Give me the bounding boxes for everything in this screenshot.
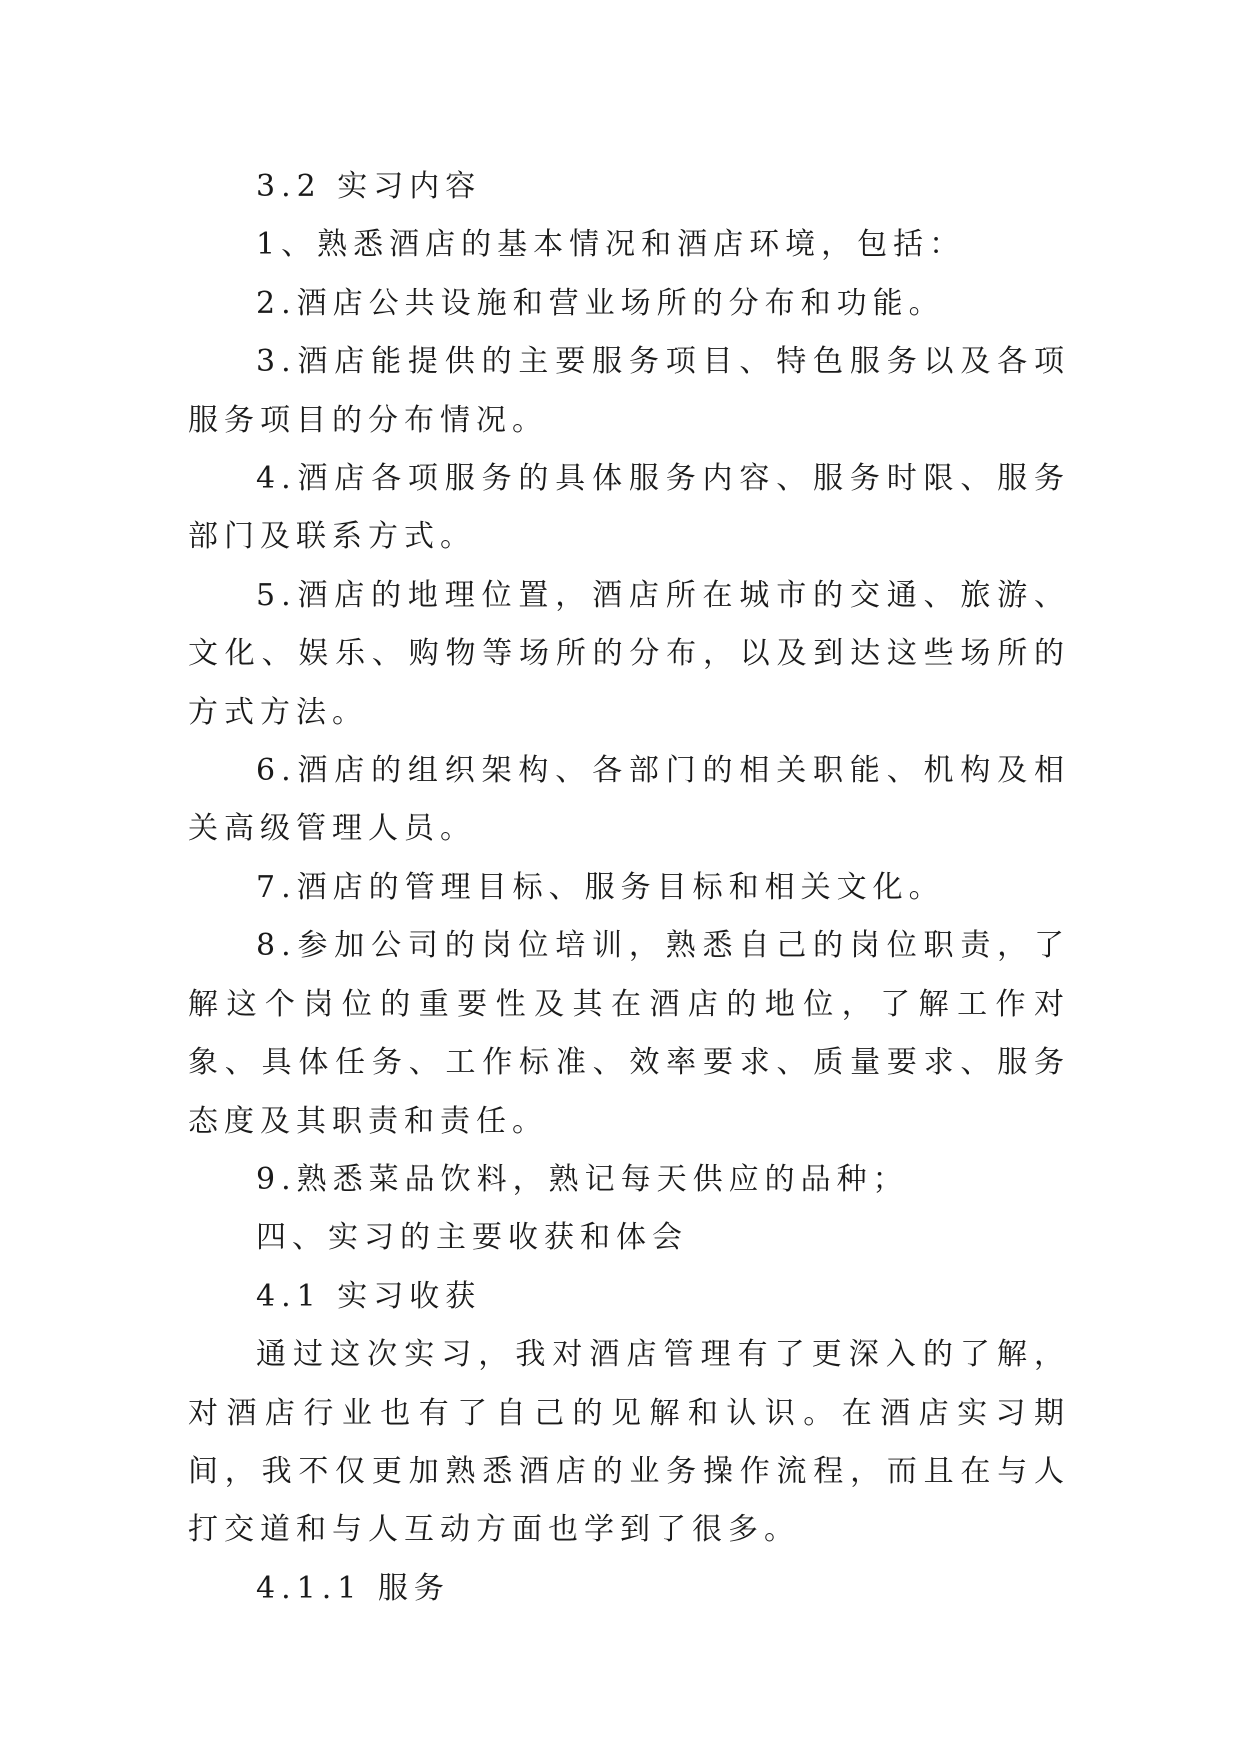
- section-heading-3-2: 3.2 实习内容: [256, 169, 482, 204]
- list-item-3: 3.酒店能提供的主要服务项目、特色服务以及各项服务项目的分布情况。: [188, 344, 1070, 438]
- list-item-8: 8.参加公司的岗位培训，熟悉自己的岗位职责，了解这个岗位的重要性及其在酒店的地位，了解工作对象、具体任务、工作标准、效率要求、质量要求、服务态度及其职责和责任。: [188, 928, 1070, 1139]
- list-item-6: 6.酒店的组织架构、各部门的相关职能、机构及相关高级管理人员。: [188, 753, 1070, 847]
- list-item-2: 2.酒店公共设施和营业场所的分布和功能。: [256, 285, 945, 321]
- list-item-1: 1、熟悉酒店的基本情况和酒店环境，包括：: [256, 227, 966, 263]
- section-heading-4-1: 4.1 实习收获: [256, 1278, 482, 1314]
- list-item-9: 9.熟悉菜品饮料，熟记每天供应的品种；: [256, 1161, 909, 1197]
- document-body: [188, 158, 1070, 1618]
- list-item-4: 4.酒店各项服务的具体服务内容、服务时限、服务部门及联系方式。: [188, 461, 1070, 555]
- list-item-7: 7.酒店的管理目标、服务目标和相关文化。: [256, 869, 945, 905]
- section-heading-4: 四、实习的主要收获和体会: [256, 1220, 688, 1256]
- list-item-5: 5.酒店的地理位置，酒店所在城市的交通、旅游、文化、娱乐、购物等场所的分布，以及到达这些场所的方式方法。: [188, 577, 1070, 730]
- body-paragraph: 通过这次实习，我对酒店管理有了更深入的了解，对酒店行业也有了自己的见解和认识。在酒店实习期间，我不仅更加熟悉酒店的业务操作流程，而且在与人打交道和与人互动方面也学到了很多。: [188, 1337, 1070, 1548]
- section-heading-4-1-1: 4.1.1 服务: [256, 1570, 450, 1606]
